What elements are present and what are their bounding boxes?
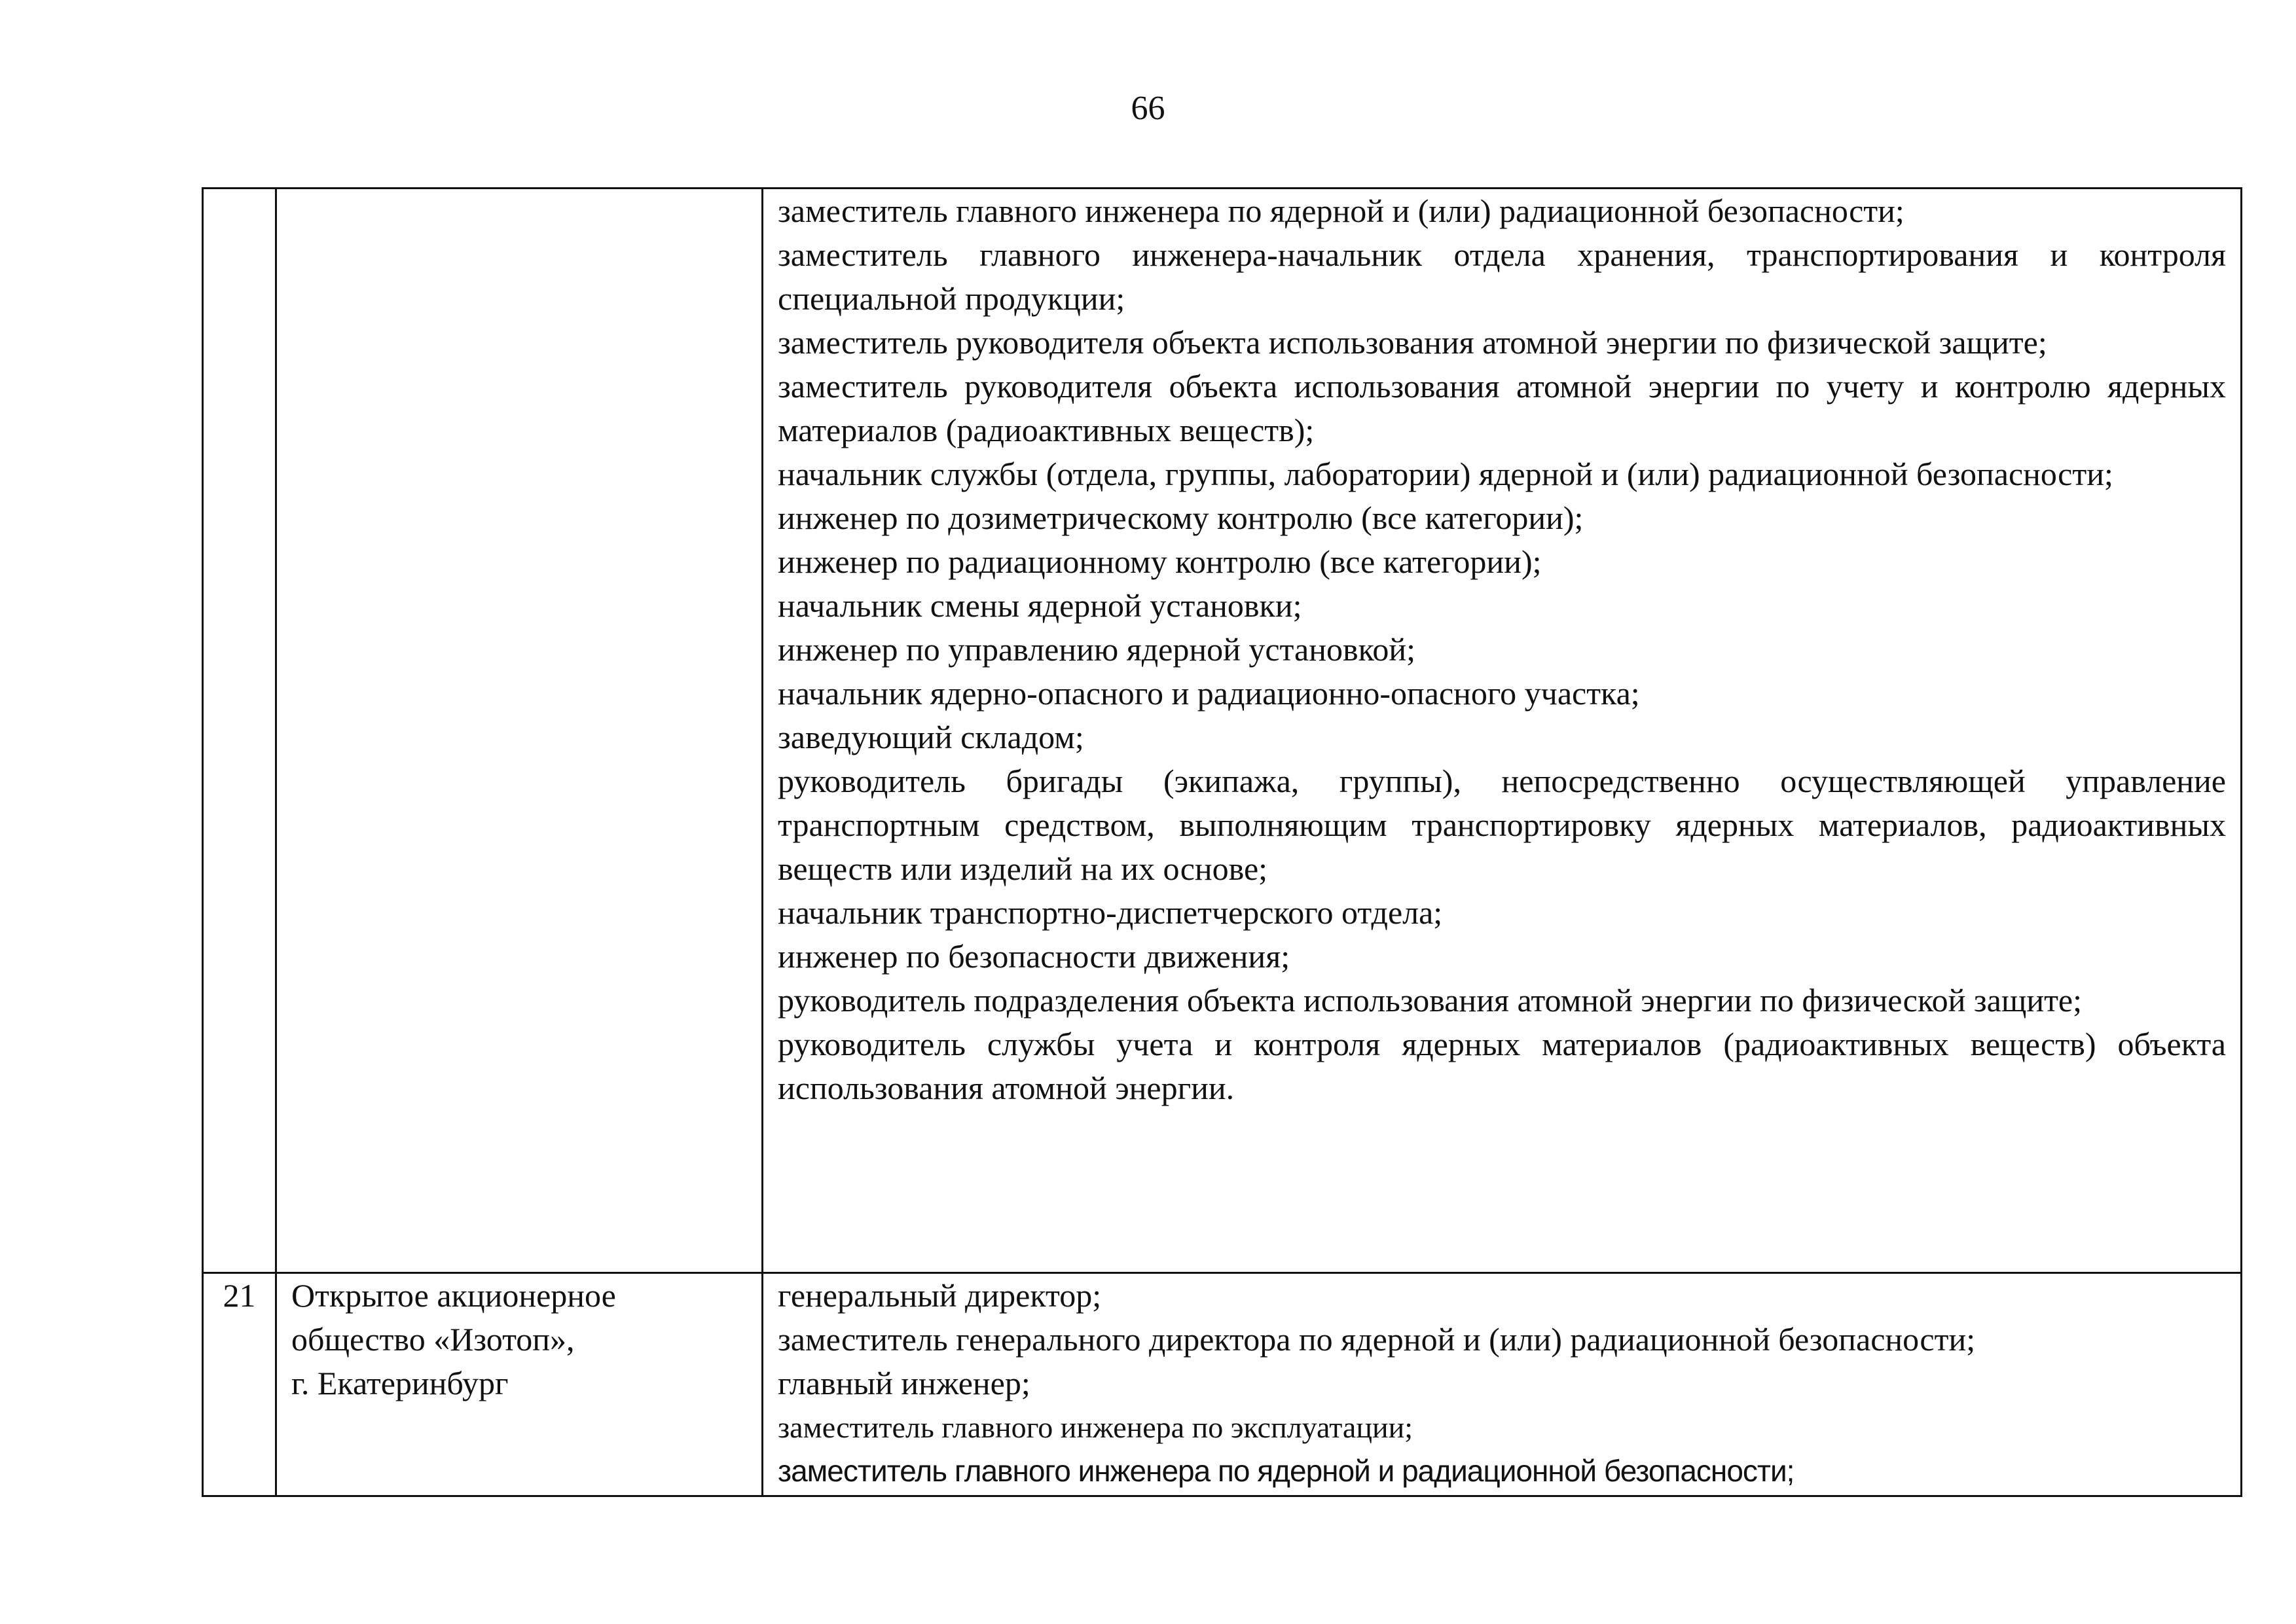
position-item: начальник смены ядерной установки; — [778, 587, 1302, 624]
position-item: руководитель подразделения объекта использования атомной энергии по физической защите; — [778, 982, 2083, 1019]
organization-cell — [276, 1273, 763, 1496]
position-item: заместитель руководителя объекта использования атомной энергии по учету и контролю ядерных материалов (радиоактивных веществ); — [778, 368, 2226, 448]
position-item: заведующий складом; — [778, 719, 1084, 755]
position-item: руководитель службы учета и контроля ядерных материалов (радиоактивных веществ) объекта использования атомной энергии. — [778, 1026, 2226, 1106]
position-item: главный инженер; — [778, 1365, 1030, 1401]
position-item: инженер по дозиметрическому контролю (все категории); — [778, 499, 1584, 536]
positions-cell — [763, 189, 2242, 1273]
positions-table — [202, 187, 2242, 1497]
position-item: заместитель главного инженера по эксплуатации; — [778, 1411, 1413, 1444]
position-item: инженер по безопасности движения; — [778, 938, 1290, 975]
position-item: инженер по управлению ядерной установкой; — [778, 631, 1415, 668]
position-item: инженер по радиационному контролю (все категории); — [778, 543, 1542, 580]
page-number: 66 — [1131, 90, 1165, 127]
position-item: руководитель бригады (экипажа, группы), непосредственно осуществляющей управление транспортным средством, выполняющим транспортировку ядерных материалов, радиоактивных веществ или изделий на их основе; — [778, 763, 2226, 887]
table-row — [203, 189, 2242, 1273]
row-number-cell — [203, 189, 276, 1273]
position-item: начальник транспортно-диспетчерского отдела; — [778, 894, 1443, 931]
position-item: начальник службы (отдела, группы, лаборатории) ядерной и (или) радиационной безопасности; — [778, 456, 2113, 492]
position-item: заместитель руководителя объекта использования атомной энергии по физической защите; — [778, 324, 2047, 361]
position-item: заместитель главного инженера-начальник отдела хранения, транспортирования и контроля специальной продукции; — [778, 236, 2226, 317]
position-item: генеральный директор; — [778, 1277, 1102, 1314]
organization-line: Открытое акционерное — [291, 1277, 616, 1314]
position-item: начальник ядерно-опасного и радиационно-опасного участка; — [778, 675, 1640, 712]
organization-cell — [276, 189, 763, 1273]
positions-cell — [763, 1273, 2242, 1496]
organization-line: общество «Изотоп», — [291, 1321, 575, 1358]
organization-line: г. Екатеринбург — [291, 1365, 509, 1401]
position-item: заместитель главного инженера по ядерной и радиационной безопасности; — [778, 1454, 1795, 1488]
position-item: заместитель главного инженера по ядерной и (или) радиационной безопасности; — [778, 192, 1904, 229]
row-number-cell: 21 — [203, 1273, 276, 1496]
position-item: заместитель генерального директора по ядерной и (или) радиационной безопасности; — [778, 1321, 1976, 1358]
table-row — [203, 1273, 2242, 1496]
